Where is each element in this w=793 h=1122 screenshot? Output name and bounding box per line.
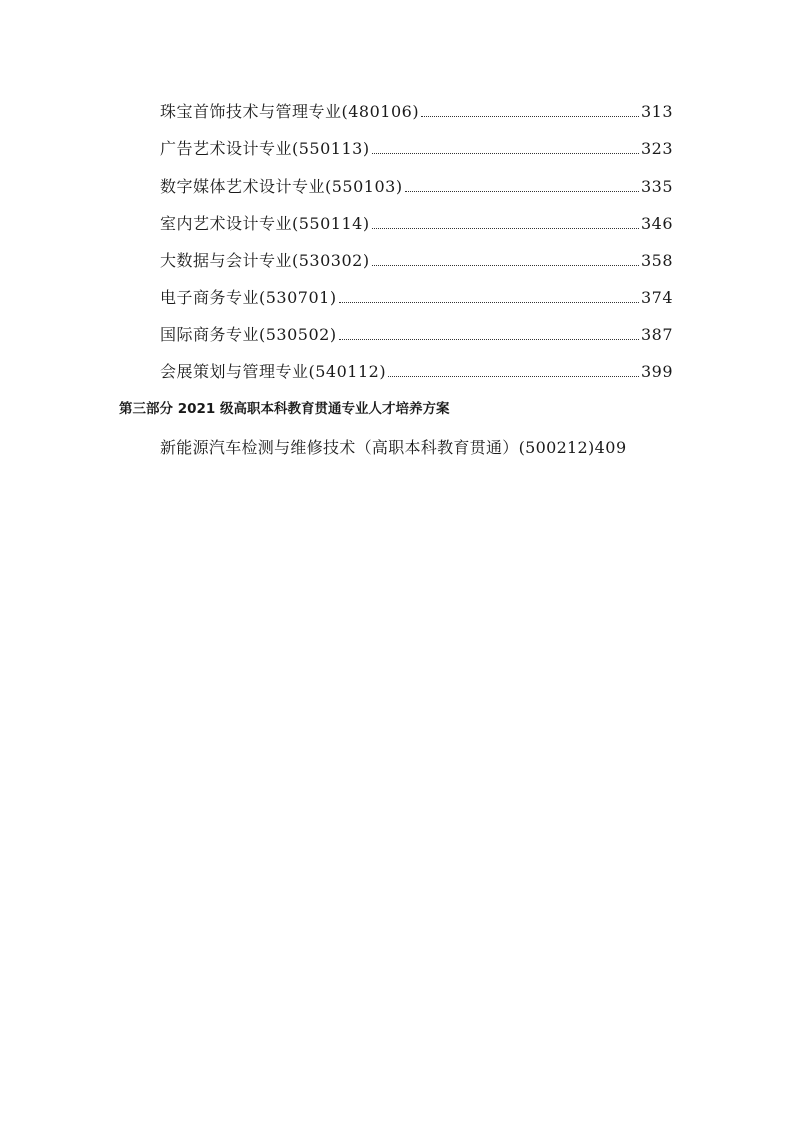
toc-entry-page: 313 — [640, 102, 673, 121]
toc-leader-dots — [388, 376, 639, 377]
toc-entry-page: 374 — [640, 288, 673, 307]
toc-entry[interactable] — [160, 282, 673, 308]
toc-leader-dots — [405, 191, 639, 192]
toc-leader-dots — [372, 265, 639, 266]
toc-part-heading[interactable]: 第三部分 2021 级高职本科教育贯通专业人才培养方案 — [119, 401, 450, 417]
toc-entry-page: 335 — [640, 177, 673, 196]
toc-entry-title: 大数据与会计专业(530302) — [160, 251, 370, 270]
toc-entry-title: 电子商务专业(530701) — [160, 288, 337, 307]
toc-entry-page: 387 — [640, 325, 673, 344]
toc-entry[interactable] — [160, 432, 680, 458]
toc-entry-page: 346 — [640, 214, 673, 233]
toc-entry-title: 新能源汽车检测与维修技术（高职本科教育贯通）(500212) — [160, 438, 595, 457]
toc-entry-title: 室内艺术设计专业(550114) — [160, 214, 370, 233]
toc-leader-dots — [372, 153, 639, 154]
toc-entry[interactable] — [160, 319, 673, 345]
toc-entry[interactable] — [160, 96, 673, 122]
toc-entry[interactable] — [160, 133, 673, 159]
toc-entry-title: 国际商务专业(530502) — [160, 325, 337, 344]
toc-entry-page: 409 — [594, 438, 627, 457]
toc-leader-dots — [421, 116, 639, 117]
toc-entry[interactable] — [160, 356, 673, 382]
toc-entry-title: 广告艺术设计专业(550113) — [160, 139, 370, 158]
toc-entry-title: 会展策划与管理专业(540112) — [160, 362, 387, 381]
toc-leader-dots — [339, 339, 639, 340]
toc-entry-page: 323 — [640, 139, 673, 158]
toc-entry-title: 珠宝首饰技术与管理专业(480106) — [160, 102, 420, 121]
toc-entry-page: 399 — [640, 362, 673, 381]
toc-entry[interactable] — [160, 208, 673, 234]
toc-entry[interactable] — [160, 245, 673, 271]
toc-entry-title: 数字媒体艺术设计专业(550103) — [160, 177, 403, 196]
toc-entry[interactable] — [160, 171, 673, 197]
toc-leader-dots — [372, 228, 639, 229]
toc-entry-page: 358 — [640, 251, 673, 270]
toc-leader-dots — [339, 302, 639, 303]
